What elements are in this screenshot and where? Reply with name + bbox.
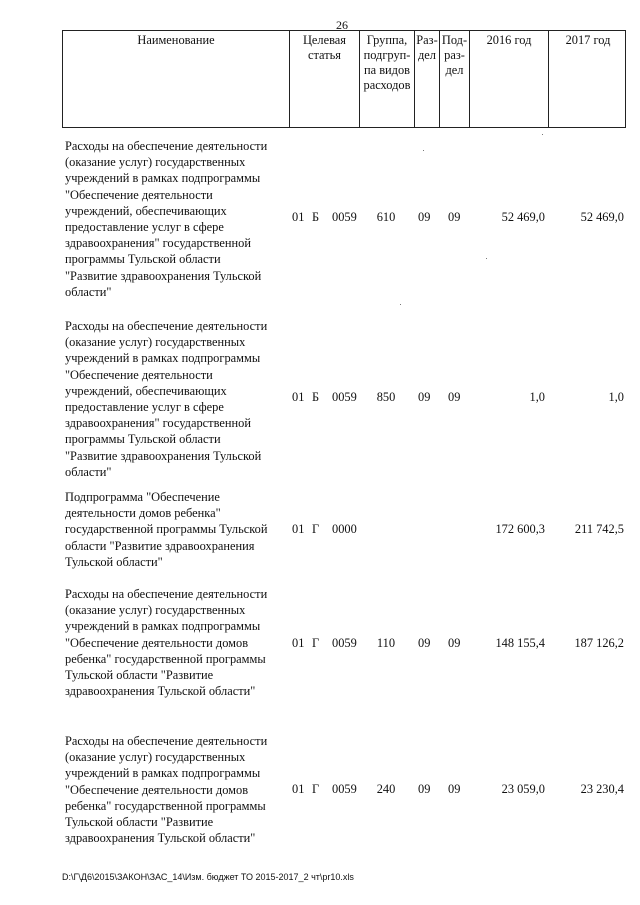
- row-program: 01: [292, 782, 305, 796]
- row-code: 0059: [332, 210, 357, 224]
- header-2016: 2016 год: [469, 31, 548, 127]
- row-section: 09: [418, 782, 431, 796]
- scan-speck: [400, 304, 401, 305]
- row-2016: 23 059,0: [501, 782, 545, 796]
- row-group: 610: [376, 210, 396, 224]
- row-name: Расходы на обеспечение деятельности (оказание услуг) государственных учреждений в рамках подпрограммы "Обеспечение деятельности учреждений, обеспечивающих предоставление услуг в сфере здравоохранения" государственной программы Тульской области "Развитие здравоохранения Тульской области": [65, 319, 268, 479]
- row-subprogram: Б: [312, 390, 320, 404]
- file-path-footer: D:\Г\Д6\2015\ЗАКОН\ЗАС_14\Изм. бюджет ТО 2015-2017_2 чт\pr10.xls: [62, 872, 354, 882]
- header-name: Наименование: [137, 33, 215, 47]
- row-name: Расходы на обеспечение деятельности (оказание услуг) государственных учреждений в рамках подпрограммы "Обеспечение деятельности учреждений, обеспечивающих предоставление услуг в сфере здравоохранения" государственной программы Тульской области "Развитие здравоохранения Тульской области": [65, 139, 268, 299]
- scan-speck: [542, 134, 543, 135]
- row-subprogram: Г: [312, 636, 320, 650]
- row-2017: 1,0: [608, 390, 624, 404]
- page-number: 26: [336, 18, 348, 32]
- row-program: 01: [292, 210, 305, 224]
- row-subsection: 09: [448, 636, 461, 650]
- row-2016: 172 600,3: [495, 522, 545, 536]
- row-2016: 52 469,0: [501, 210, 545, 224]
- table-header: [62, 30, 626, 128]
- row-subprogram: Г: [312, 782, 320, 796]
- row-2016: 1,0: [529, 390, 545, 404]
- row-code: 0059: [332, 390, 357, 404]
- header-target-article: Целевая статья: [289, 31, 359, 127]
- row-program: 01: [292, 636, 305, 650]
- header-section: Раз- дел: [414, 31, 439, 127]
- row-code: 0059: [332, 636, 357, 650]
- row-group: 110: [376, 636, 396, 650]
- row-2017: 187 126,2: [574, 636, 624, 650]
- row-subprogram: Б: [312, 210, 320, 224]
- row-2017: 211 742,5: [574, 522, 624, 536]
- header-subsection: Под- раз- дел: [439, 31, 469, 127]
- row-name: Расходы на обеспечение деятельности (оказание услуг) государственных учреждений в рамках подпрограммы "Обеспечение деятельности домов ребенка" государственной программы Тульской области "Развитие здравоохранения Тульской области": [65, 734, 268, 846]
- header-expense-group: Группа, подгруп- па видов расходов: [359, 31, 414, 127]
- row-group: 240: [376, 782, 396, 796]
- row-code: 0000: [332, 522, 357, 536]
- row-2017: 52 469,0: [580, 210, 624, 224]
- row-subprogram: Г: [312, 522, 320, 536]
- header-2017: 2017 год: [548, 31, 627, 127]
- row-2017: 23 230,4: [580, 782, 624, 796]
- row-group: 850: [376, 390, 396, 404]
- row-subsection: 09: [448, 782, 461, 796]
- row-subsection: 09: [448, 210, 461, 224]
- row-section: 09: [418, 210, 431, 224]
- row-section: 09: [418, 636, 431, 650]
- scan-speck: [423, 150, 424, 151]
- row-2016: 148 155,4: [495, 636, 545, 650]
- row-code: 0059: [332, 782, 357, 796]
- scan-speck: [486, 258, 487, 259]
- row-subsection: 09: [448, 390, 461, 404]
- row-section: 09: [418, 390, 431, 404]
- row-program: 01: [292, 522, 305, 536]
- row-program: 01: [292, 390, 305, 404]
- row-name: Подпрограмма "Обеспечение деятельности домов ребенка" государственной программы Тульской области "Развитие здравоохранения Тульской области": [65, 490, 268, 569]
- row-name: Расходы на обеспечение деятельности (оказание услуг) государственных учреждений в рамках подпрограммы "Обеспечение деятельности домов ребенка" государственной программы Тульской области "Развитие здравоохранения Тульской области": [65, 587, 268, 699]
